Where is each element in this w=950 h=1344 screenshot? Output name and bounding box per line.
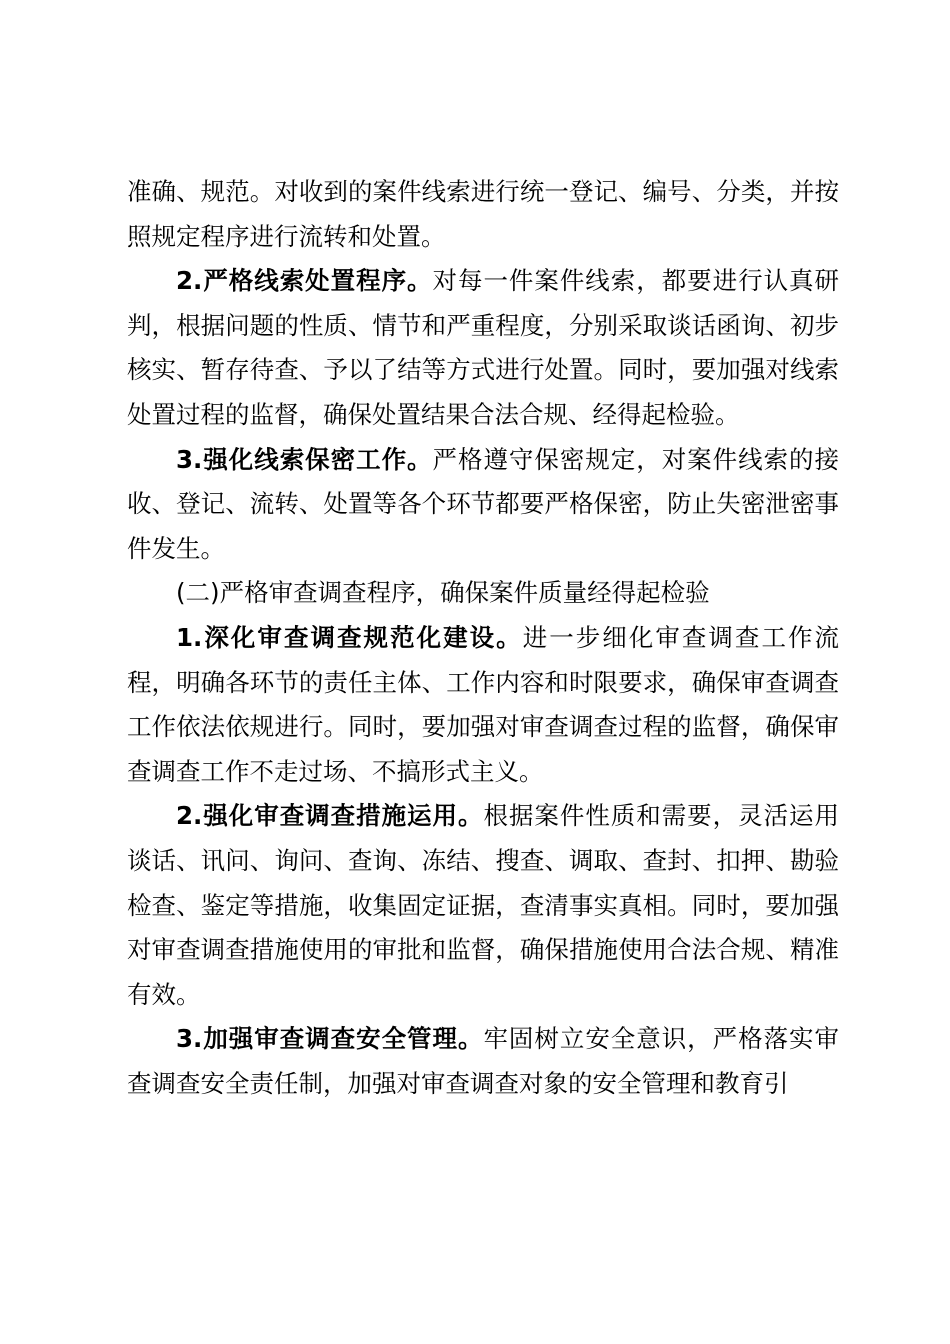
paragraph-lead-heading: 2.严格线索处置程序。 <box>176 266 433 296</box>
paragraph-text: 牢固树立安全意识，严格落实审查调查安全责任制，加强对审查调查对象的安全管理和教育引 <box>127 1024 840 1098</box>
paragraph-strict-clue-handling <box>127 259 839 437</box>
paragraph-text: 严格遵守保密规定，对案件线索的接收、登记、流转、处置等各个环节都要严格保密，防止失密泄密事件发生。 <box>127 444 839 563</box>
paragraph-lead-heading: 3.加强审查调查安全管理。 <box>176 1024 484 1054</box>
section-heading-text: (二)严格审查调查程序，确保案件质量经得起检验 <box>176 578 710 608</box>
paragraph-standardization <box>127 616 839 794</box>
document-body <box>127 170 839 1106</box>
paragraph-investigation-measures <box>127 794 839 1017</box>
paragraph-text: 对每一件案件线索，都要进行认真研判，根据问题的性质、情节和严重程度，分别采取谈话函询、初步核实、暂存待查、予以了结等方式进行处置。同时，要加强对线索处置过程的监督，确保处置结果合法合规、经得起检验。 <box>127 266 839 429</box>
section-heading-2 <box>127 571 839 616</box>
paragraph-text: 根据案件性质和需要，灵活运用谈话、讯问、询问、查询、冻结、搜查、调取、查封、扣押、勘验检查、鉴定等措施，收集固定证据，查清事实真相。同时，要加强对审查调查措施使用的审批和监督，确保措施使用合法合规、精准有效。 <box>127 801 840 1009</box>
paragraph-lead-heading: 2.强化审查调查措施运用。 <box>176 801 484 831</box>
paragraph-safety-management <box>127 1017 839 1106</box>
paragraph-lead-heading: 3.强化线索保密工作。 <box>176 444 433 474</box>
paragraph-clue-confidentiality <box>127 438 839 572</box>
paragraph-continuation <box>127 170 839 259</box>
paragraph-text: 进一步细化审查调查工作流程，明确各环节的责任主体、工作内容和时限要求，确保审查调查工作依法依规进行。同时，要加强对审查调查过程的监督，确保审查调查工作不走过场、不搞形式主义。 <box>127 622 839 786</box>
paragraph-text: 准确、规范。对收到的案件线索进行统一登记、编号、分类，并按照规定程序进行流转和处置。 <box>127 177 839 251</box>
paragraph-lead-heading: 1.深化审查调查规范化建设。 <box>176 622 523 652</box>
